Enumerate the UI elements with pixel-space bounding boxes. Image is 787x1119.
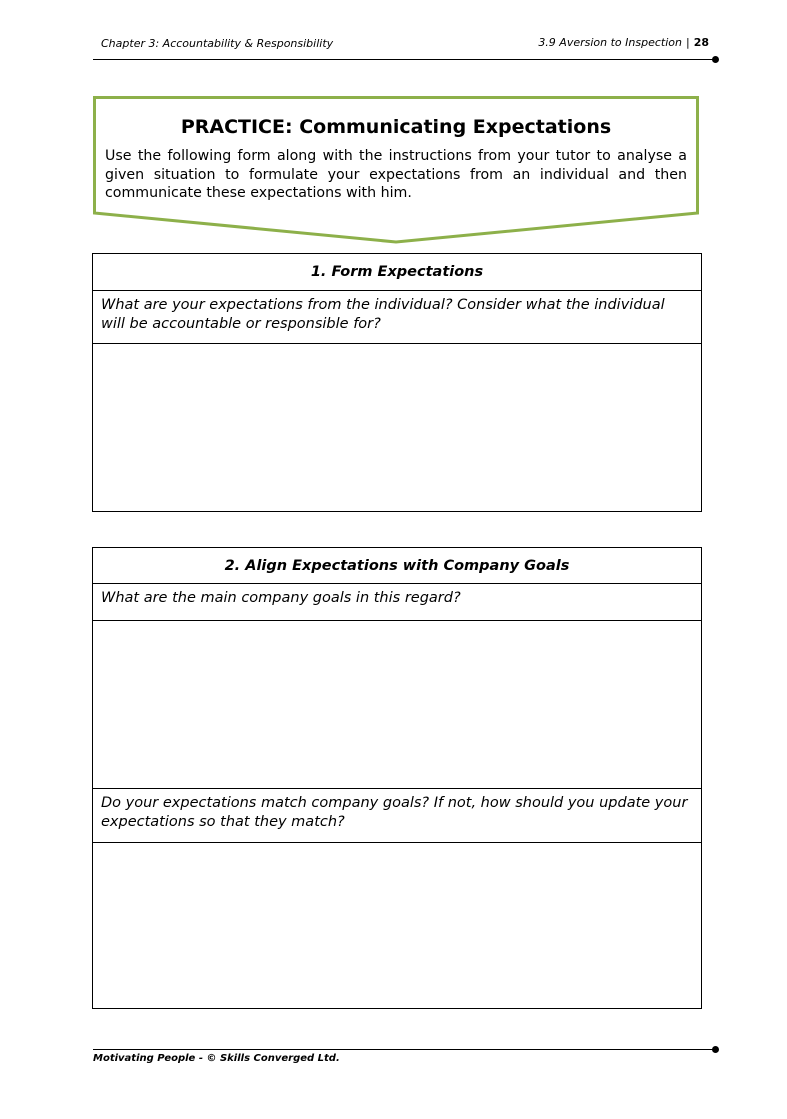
- practice-title: [93, 116, 699, 138]
- form-align-goals-title: 2. Align Expectations with Company Goals: [93, 548, 701, 584]
- practice-callout: [93, 96, 699, 244]
- section-title: 3.9 Aversion to Inspection: [538, 36, 682, 49]
- page-number: 28: [693, 36, 709, 49]
- practice-title-rest: : Communicating Expectations: [285, 116, 612, 138]
- form-expectations-table: [92, 253, 702, 512]
- form-expectations-question: What are your expectations from the individual? Consider what the individual will be accountable or responsible for?: [93, 291, 701, 344]
- form-align-goals-table: [92, 547, 702, 1009]
- footer-copyright: Motivating People - © Skills Converged Ltd.: [93, 1053, 340, 1064]
- form-align-goals-question-2: Do your expectations match company goals? If not, how should you update your expectations so that they match?: [93, 789, 701, 843]
- form-expectations-title: 1. Form Expectations: [93, 254, 701, 291]
- form-align-goals-answer-area-1[interactable]: [93, 621, 701, 789]
- form-align-goals-answer-area-2[interactable]: [93, 843, 701, 1008]
- practice-instructions: Use the following form along with the instructions from your tutor to analyse a given situation to formulate your expectations from an individual and then communicate these expectations with him.: [105, 148, 687, 201]
- header-separator: |: [685, 36, 690, 49]
- header-rule: [93, 59, 715, 60]
- footer-rule-dot: [712, 1046, 719, 1053]
- footer-rule: [93, 1049, 715, 1050]
- form-align-goals-question-1: What are the main company goals in this regard?: [93, 584, 701, 621]
- form-expectations-answer-area[interactable]: [93, 344, 701, 511]
- practice-title-prefix: PRACTICE: [180, 116, 285, 138]
- running-header-section: [538, 36, 709, 49]
- header-rule-dot: [712, 56, 719, 63]
- running-header-chapter: Chapter 3: Accountability & Responsibility: [101, 37, 334, 50]
